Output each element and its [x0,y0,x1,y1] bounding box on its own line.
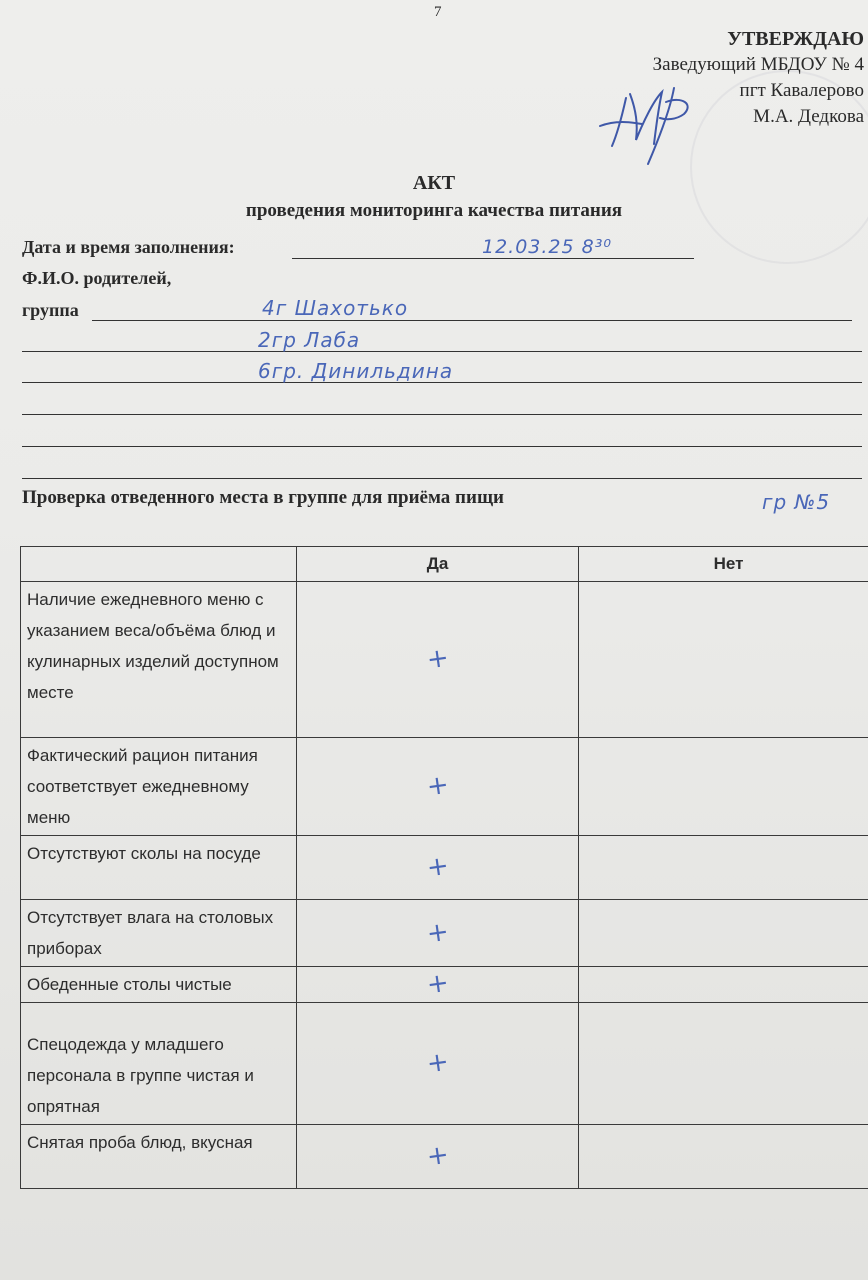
table-row [21,1125,868,1189]
yes-mark: + [424,967,451,1001]
table-header-row [21,547,868,582]
no-cell [579,582,868,738]
document-title: АКТ [412,172,456,194]
document-subtitle: проведения мониторинга качества питания [245,200,623,221]
yes-mark: + [424,642,451,676]
date-value: 12.03.25 8³⁰ [482,236,612,258]
header-blank [21,547,297,582]
parent-entry-2: 2гр Лаба [258,328,361,352]
group-label: группа [22,300,79,320]
row-item: Снятая проба блюд, вкусная [21,1125,297,1189]
date-underline [292,258,694,259]
row-item: Обеденные столы чистые [21,967,297,1003]
no-cell [579,738,868,836]
table-row [21,738,868,836]
no-cell [579,967,868,1003]
row-item: Наличие ежедневного меню с указанием веса/объёма блюд и кулинарных изделий доступном месте [21,582,297,738]
section-title: Проверка отведенного места в группе для приёма пищи [22,487,504,508]
no-cell [579,1003,868,1125]
header-no: Нет [579,547,868,582]
parent-entry-1: 4г Шахотько [262,296,409,320]
entry-line-1 [92,320,852,321]
check-table [20,546,868,1189]
row-item: Фактический рацион питания соответствует ежедневному меню [21,738,297,836]
group-note: гр №5 [762,490,831,514]
yes-mark: + [424,1046,451,1080]
table-row [21,900,868,967]
yes-mark: + [424,769,451,803]
parent-entry-3: 6гр. Динильдина [258,359,454,383]
entry-line-6 [22,478,862,479]
date-label: Дата и время заполнения: [22,237,235,257]
approval-location: пгт Кавалерово [739,80,864,101]
row-item: Отсутствуют сколы на посуде [21,836,297,900]
no-cell [579,1125,868,1189]
row-item: Спецодежда у младшего персонала в группе чистая и опрятная [21,1003,297,1125]
yes-mark: + [424,1139,451,1173]
yes-mark: + [424,850,451,884]
table-row [21,582,868,738]
entry-line-4 [22,414,862,415]
no-cell [579,900,868,967]
entry-line-5 [22,446,862,447]
handwritten-signature [596,80,706,166]
table-row [21,836,868,900]
yes-mark: + [424,916,451,949]
header-yes: Да [297,547,579,582]
parents-label: Ф.И.О. родителей, [22,268,172,288]
table-row [21,967,868,1003]
entry-line-2 [22,351,862,352]
approval-title: УТВЕРЖДАЮ [727,28,864,50]
approval-name: М.А. Дедкова [753,106,864,127]
row-item: Отсутствует влага на столовых приборах [21,900,297,967]
page-number: 7 [434,4,442,20]
approval-position: Заведующий МБДОУ № 4 [652,54,864,75]
table-row [21,1003,868,1125]
no-cell [579,836,868,900]
